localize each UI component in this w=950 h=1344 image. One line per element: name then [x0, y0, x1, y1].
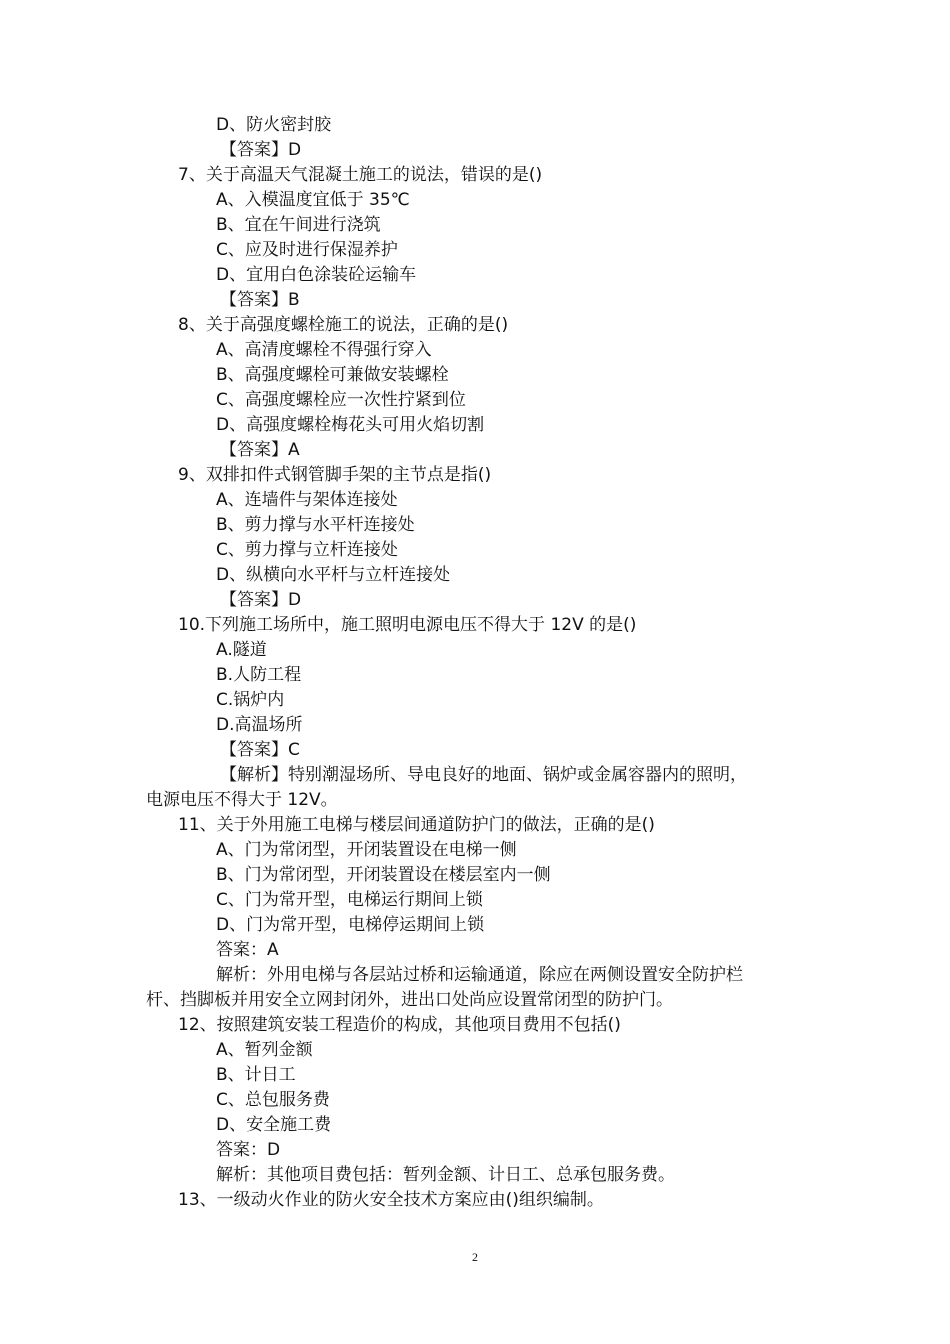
question-text: 12、按照建筑安装工程造价的构成，其他项目费用不包括()	[178, 1015, 621, 1035]
answer-text: 【答案】D	[220, 140, 302, 160]
continuation-text: 杆、挡脚板并用安全立网封闭外，进出口处尚应设置常闭型的防护门。	[146, 990, 673, 1010]
option-text: A、高清度螺栓不得强行穿入	[216, 340, 432, 360]
option-text: D、门为常开型，电梯停运期间上锁	[216, 915, 485, 935]
option-text: A、连墙件与架体连接处	[216, 490, 398, 510]
continuation-text: 电源电压不得大于 12V。	[146, 790, 338, 810]
answer-text: 【答案】B	[220, 290, 300, 310]
option-text: D、宜用白色涂装砼运输车	[216, 265, 417, 285]
question-text: 10.下列施工场所中，施工照明电源电压不得大于 12V 的是()	[178, 615, 637, 635]
answer-text: 【答案】C	[220, 740, 300, 760]
answer-text: 【答案】A	[220, 440, 300, 460]
option-text: B、门为常闭型，开闭装置设在楼层室内一侧	[216, 865, 551, 885]
option-text: C、应及时进行保湿养护	[216, 240, 398, 260]
option-text: C.锅炉内	[216, 690, 285, 710]
question-text: 8、关于高强度螺栓施工的说法，正确的是()	[178, 315, 509, 335]
option-text: A、入模温度宜低于 35℃	[216, 190, 410, 210]
question-text: 11、关于外用施工电梯与楼层间通道防护门的做法，正确的是()	[178, 815, 655, 835]
option-text: C、总包服务费	[216, 1090, 330, 1110]
option-text: B、计日工	[216, 1065, 296, 1085]
option-text: B、剪力撑与水平杆连接处	[216, 515, 415, 535]
option-text: C、高强度螺栓应一次性拧紧到位	[216, 390, 466, 410]
answer-text: 解析：外用电梯与各层站过桥和运输通道，除应在两侧设置安全防护栏	[216, 965, 743, 985]
answer-text: 答案：A	[216, 940, 279, 960]
option-text: C、门为常开型，电梯运行期间上锁	[216, 890, 483, 910]
page-number: 2	[472, 1250, 478, 1264]
option-text: D、安全施工费	[216, 1115, 332, 1135]
option-text: D、高强度螺栓梅花头可用火焰切割	[216, 415, 485, 435]
question-text: 9、双排扣件式钢管脚手架的主节点是指()	[178, 465, 492, 485]
option-text: B、宜在午间进行浇筑	[216, 215, 381, 235]
option-text: D、防火密封胶	[216, 115, 332, 135]
page-content	[0, 113, 950, 1213]
option-text: A、暂列金额	[216, 1040, 313, 1060]
option-text: A、门为常闭型，开闭装置设在电梯一侧	[216, 840, 517, 860]
option-text: C、剪力撑与立杆连接处	[216, 540, 398, 560]
answer-text: 【解析】特别潮湿场所、导电良好的地面、锅炉或金属容器内的照明，	[220, 765, 747, 785]
option-text: D.高温场所	[216, 715, 303, 735]
question-text: 7、关于高温天气混凝土施工的说法，错误的是()	[178, 165, 543, 185]
option-text: D、纵横向水平杆与立杆连接处	[216, 565, 451, 585]
answer-text: 解析：其他项目费包括：暂列金额、计日工、总承包服务费。	[216, 1165, 675, 1185]
question-text: 13、一级动火作业的防火安全技术方案应由()组织编制。	[178, 1190, 604, 1210]
option-text: B、高强度螺栓可兼做安装螺栓	[216, 365, 449, 385]
answer-text: 【答案】D	[220, 590, 302, 610]
answer-text: 答案：D	[216, 1140, 281, 1160]
option-text: A.隧道	[216, 640, 267, 660]
option-text: B.人防工程	[216, 665, 302, 685]
